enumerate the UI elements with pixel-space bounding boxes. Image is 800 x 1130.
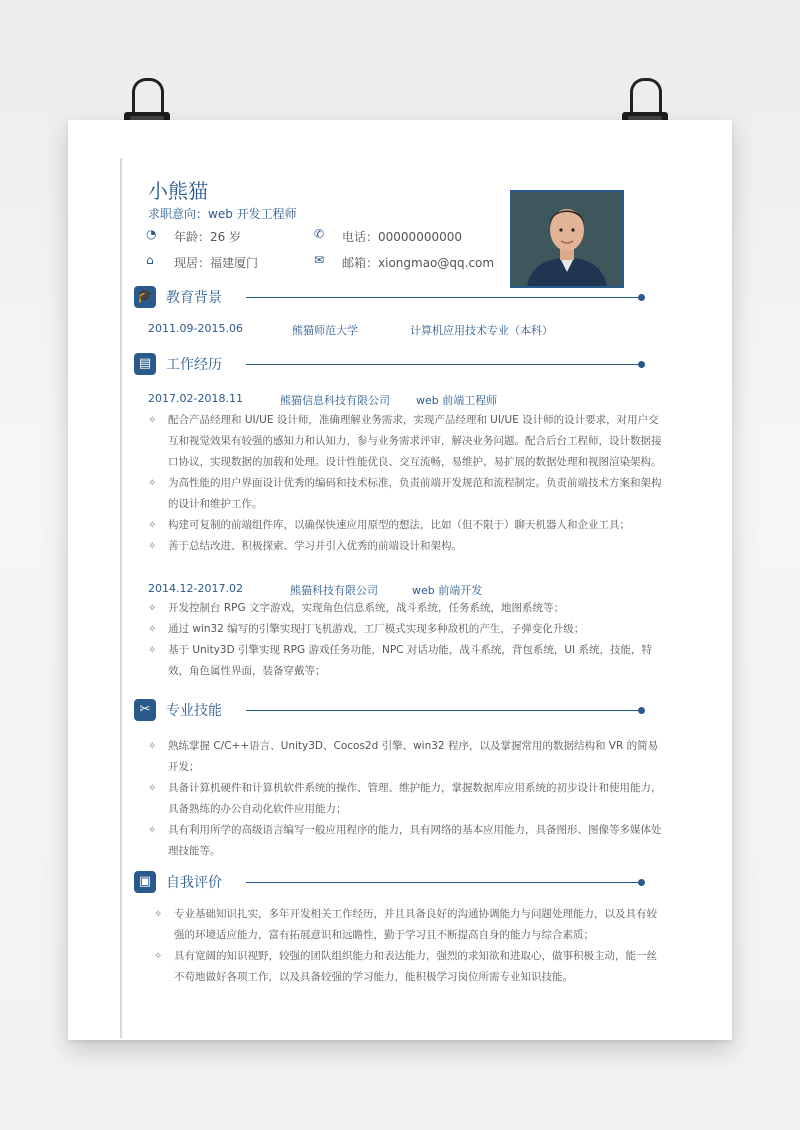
clipboard-icon: ▤ bbox=[134, 353, 156, 375]
list-item: ✧ 配合产品经理和 UI/UE 设计师，准确理解业务需求，实现产品经理和 UI/UE 设计师的设计要求，对用户交互和视觉效果有较强的感知力和认知力，参与业务需求评审，解决业务问题。配合后台工程师，设计数据接口协议，实现数据的加载和处理。设计性能优良、交互流畅，易维护、易扩展的数据处理和视图渲染架构。 bbox=[146, 410, 664, 473]
section-work-title: 工作经历 bbox=[166, 357, 222, 373]
job-period: 2017.02-2018.11 bbox=[148, 392, 243, 405]
email-label: 邮箱： bbox=[342, 256, 379, 270]
job-period: 2014.12-2017.02 bbox=[148, 582, 243, 595]
section-self-eval-title: 自我评价 bbox=[166, 875, 222, 891]
section-skills-title: 专业技能 bbox=[166, 703, 222, 719]
section-skills-header bbox=[134, 699, 644, 719]
education-period: 2011.09-2015.06 bbox=[148, 322, 243, 335]
list-item: ✧ 具有利用所学的高级语言编写一般应用程序的能力，具有网络的基本应用能力，具备图形、图像等多媒体处理技能等。 bbox=[146, 820, 664, 862]
mail-icon: ✉ bbox=[314, 253, 325, 267]
self-eval-list bbox=[152, 904, 664, 988]
list-item: ✧ 通过 win32 编写的引擎实现打飞机游戏，工厂模式实现多种敌机的产生，子弹变化升级； bbox=[146, 619, 664, 640]
list-item: ✧ 基于 Unity3D 引擎实现 RPG 游戏任务功能，NPC 对话功能，战斗系统，背包系统，UI 系统，技能，特效，角色属性界面，装备穿戴等； bbox=[146, 640, 664, 682]
skills-list bbox=[146, 736, 664, 862]
age-label: 年龄： bbox=[174, 230, 211, 244]
section-dot bbox=[638, 707, 645, 714]
section-dot bbox=[638, 361, 645, 368]
list-item: ✧ 善于总结改进、积极探索、学习并引入优秀的前端设计和架构。 bbox=[146, 536, 664, 557]
job-company: 熊猫科技有限公司 bbox=[290, 584, 378, 597]
section-dot bbox=[638, 879, 645, 886]
phone-value: 00000000000 bbox=[378, 230, 462, 244]
job-duties-list bbox=[146, 410, 664, 557]
id-card-icon: ▣ bbox=[134, 871, 156, 893]
candidate-name: 小熊猫 bbox=[148, 179, 208, 203]
list-item: ✧ 具有宽阔的知识视野，较强的团队组织能力和表达能力，强烈的求知欲和进取心，做事积极主动，能一丝不苟地做好各项工作，以及具备较强的学习能力，能积极学习岗位所需专业知识技能。 bbox=[152, 946, 664, 988]
resume-page bbox=[68, 120, 732, 1040]
section-education-title: 教育背景 bbox=[166, 290, 222, 306]
age-value: 26 岁 bbox=[210, 230, 242, 244]
location-label: 现居： bbox=[174, 256, 211, 270]
education-school: 熊猫师范大学 bbox=[292, 324, 358, 337]
location-value: 福建厦门 bbox=[210, 256, 259, 270]
list-item: ✧ 开发控制台 RPG 文字游戏，实现角色信息系统，战斗系统，任务系统，地图系统等； bbox=[146, 598, 664, 619]
section-work-header bbox=[134, 353, 644, 373]
list-item: ✧ 专业基础知识扎实，多年开发相关工作经历，并且具备良好的沟通协调能力与问题处理能力，以及具有较强的环境适应能力，富有拓展意识和远瞻性，勤于学习且不断提高自身的能力与综合素质； bbox=[152, 904, 664, 946]
job-role: web 前端开发 bbox=[412, 584, 483, 597]
graduation-cap-icon: 🎓 bbox=[134, 286, 156, 308]
section-education-header bbox=[134, 286, 644, 306]
phone-row bbox=[342, 228, 462, 245]
section-dot bbox=[638, 294, 645, 301]
job-intent: 求职意向：web 开发工程师 bbox=[148, 207, 297, 221]
home-icon: ⌂ bbox=[146, 253, 154, 267]
education-major: 计算机应用技术专业（本科） bbox=[410, 324, 553, 337]
tools-icon: ✂ bbox=[134, 699, 156, 721]
list-item: ✧ 熟练掌握 C/C++语言、Unity3D、Cocos2d 引擎、win32 程序，以及掌握常用的数据结构和 VR 的简易开发； bbox=[146, 736, 664, 778]
list-item: ✧ 具备计算机硬件和计算机软件系统的操作、管理、维护能力，掌握数据库应用系统的初步设计和使用能力，具备熟练的办公自动化软件应用能力； bbox=[146, 778, 664, 820]
clock-icon: ◔ bbox=[146, 227, 157, 241]
email-value: xiongmao@qq.com bbox=[378, 256, 495, 270]
phone-icon: ✆ bbox=[314, 227, 325, 241]
job-role: web 前端工程师 bbox=[416, 394, 498, 407]
profile-photo bbox=[510, 190, 624, 288]
job-duties-list bbox=[146, 598, 664, 682]
location-row bbox=[174, 254, 258, 271]
section-self-eval-header bbox=[134, 871, 644, 891]
age-row bbox=[174, 228, 241, 245]
list-item: ✧ 为高性能的用户界面设计优秀的编码和技术标准，负责前端开发规范和流程制定。负责前端技术方案和架构的设计和维护工作。 bbox=[146, 473, 664, 515]
email-row bbox=[342, 254, 494, 271]
vertical-rule bbox=[120, 158, 122, 1038]
phone-label: 电话： bbox=[342, 230, 379, 244]
job-company: 熊猫信息科技有限公司 bbox=[280, 394, 390, 407]
list-item: ✧ 构建可复制的前端组件库，以确保快速应用原型的想法，比如（但不限于）聊天机器人和企业工具； bbox=[146, 515, 664, 536]
